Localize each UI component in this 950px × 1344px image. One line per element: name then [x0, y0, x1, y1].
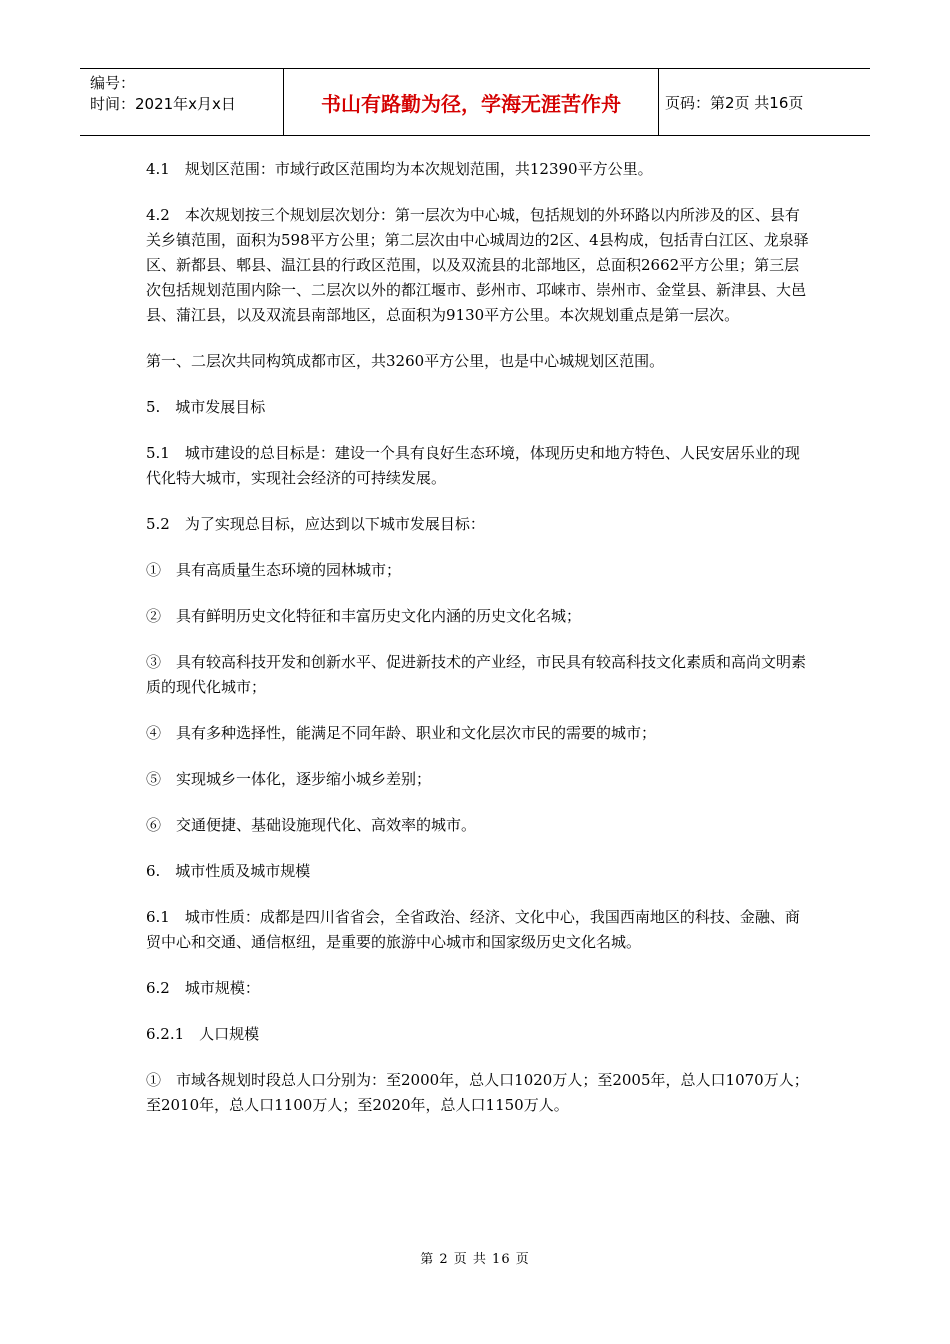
list-item: ⑥ 交通便捷、基础设施现代化、高效率的城市。 — [146, 816, 477, 834]
list-item: ② 具有鲜明历史文化特征和丰富历史文化内涵的历史文化名城； — [146, 607, 582, 625]
paragraph: 5.2 为了实现总目标，应达到以下城市发展目标： — [146, 515, 485, 533]
header-motto: 书山有路勤为径，学海无涯苦作舟 — [283, 69, 659, 135]
section-heading: 6. 城市性质及城市规模 — [146, 862, 311, 880]
document-number-label: 编号： — [90, 74, 136, 92]
subsection-heading: 6.2.1 人口规模 — [146, 1025, 260, 1043]
paragraph: 第一、二层次共同构筑成都市区，共3260平方公里，也是中心城规划区范围。 — [146, 352, 665, 370]
paragraph: 4.2 本次规划按三个规划层次划分：第一层次为中心城，包括规划的外环路以内所涉及的区、县有关乡镇范围，面积为598平方公里；第二层次由中心城周边的2区、4县构成，包括青白江区、龙泉驿区、新都县、郫县、温江县的行政区范围，以及双流县的北部地区，总面积2662平方公里；第三层次包括规划范围内除一、二层次以外的都江堰市、彭州市、邛崃市、崇州市、金堂县、新津县、大邑县、蒲江县，以及双流县南部地区，总面积为9130平方公里。本次规划重点是第一层次。 — [146, 206, 809, 324]
paragraph: 6.2 城市规模： — [146, 979, 260, 997]
list-item: ⑤ 实现城乡一体化，逐步缩小城乡差别； — [146, 770, 432, 788]
paragraph: 5.1 城市建设的总目标是：建设一个具有良好生态环境，体现历史和地方特色、人民安居乐业的现代化特大城市，实现社会经济的可持续发展。 — [146, 444, 800, 487]
list-item: ③ 具有较高科技开发和创新水平、促进新技术的产业经，市民具有较高科技文化素质和高尚文明素质的现代化城市； — [146, 653, 807, 696]
header-page-label: 页码：第2页 共16页 — [665, 93, 804, 112]
document-body — [146, 157, 812, 1139]
document-date-label: 时间：2021年x月x日 — [90, 95, 236, 113]
list-item: ① 市域各规划时段总人口分别为：至2000年，总人口1020万人；至2005年，总人口1070万人；至2010年，总人口1100万人；至2020年，总人口1150万人。 — [146, 1071, 809, 1114]
list-item: ① 具有高质量生态环境的园林城市； — [146, 561, 402, 579]
page-header — [80, 68, 870, 136]
paragraph: 6.1 城市性质：成都是四川省省会，全省政治、经济、文化中心，我国西南地区的科技、金融、商贸中心和交通、通信枢纽，是重要的旅游中心城市和国家级历史文化名城。 — [146, 908, 800, 951]
paragraph: 4.1 规划区范围：市域行政区范围均为本次规划范围，共12390平方公里。 — [146, 160, 653, 178]
page-footer: 第 2 页 共 16 页 — [420, 1252, 530, 1267]
header-meta — [80, 69, 283, 135]
section-heading: 5. 城市发展目标 — [146, 398, 266, 416]
list-item: ④ 具有多种选择性，能满足不同年龄、职业和文化层次市民的需要的城市； — [146, 724, 657, 742]
